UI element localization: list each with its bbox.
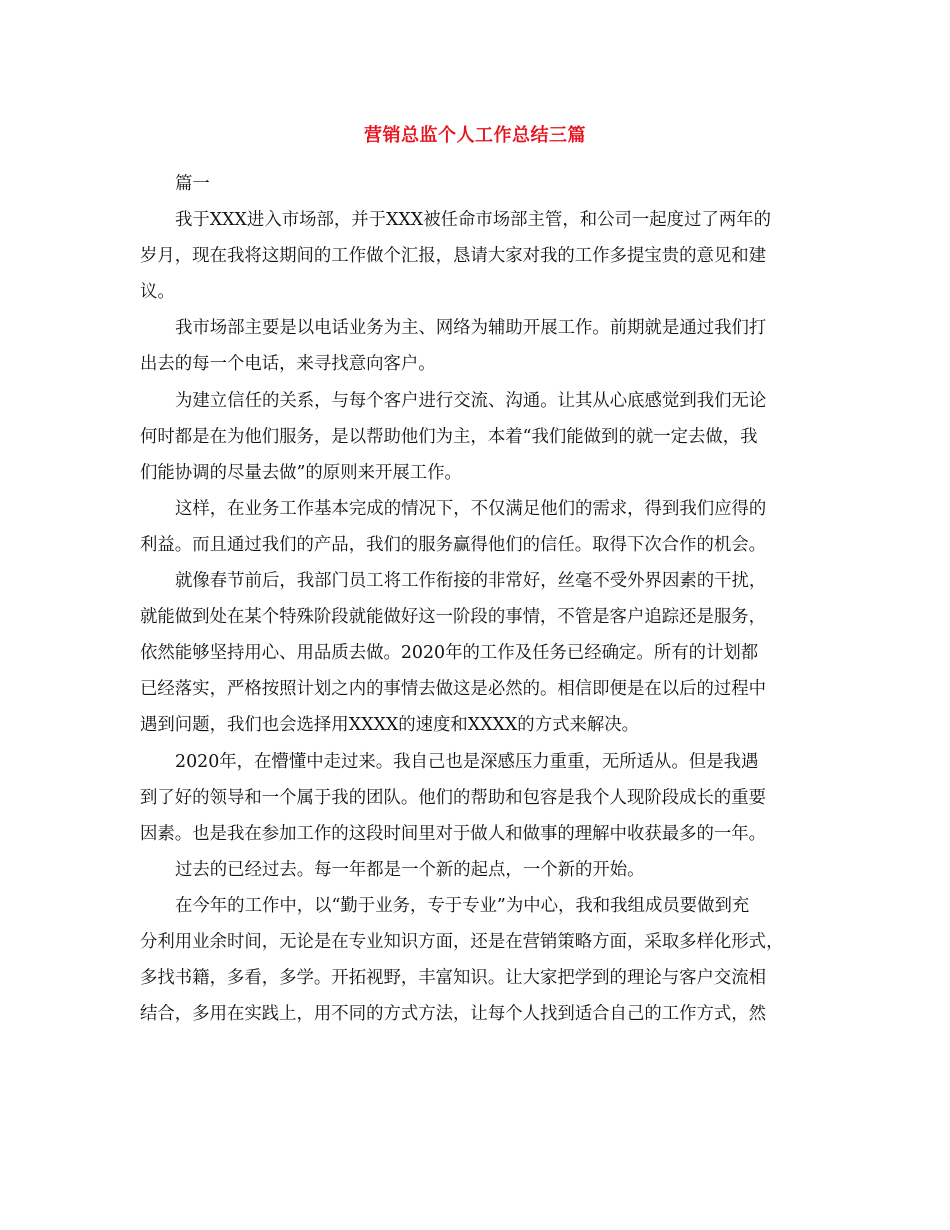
- document-body: [140, 166, 824, 1032]
- paragraph: 2020年，在懵懂中走过来。我自己也是深感压力重重，无所适从。但是我遇 到了好的领导和一个属于我的团队。他们的帮助和包容是我个人现阶段成长的重要 因素。也是我在参加工作的这段时间里对于做人和做事的理解中收获最多的一年。: [140, 751, 767, 844]
- paragraph: 为建立信任的关系，与每个客户进行交流、沟通。让其从心底感觉到我们无论 何时都是在为他们服务，是以帮助他们为主，本着“我们能做到的就一定去做，我 们能协调的尽量去做”的原则来开展工作。: [140, 390, 767, 483]
- paragraph: 在今年的工作中，以“勤于业务，专于专业”为中心，我和我组成员要做到充 分利用业余时间，无论是在专业知识方面，还是在营销策略方面，采取多样化形式， 多找书籍，多看，多学。开拓视野，丰富知识。让大家把学到的理论与客户交流相 结合，多用在实践上，用不同的方式方法，让每个人找到适合自己的工作方式，然: [140, 895, 784, 1025]
- paragraph: 这样，在业务工作基本完成的情况下，不仅满足他们的需求，得到我们应得的 利益。而且通过我们的产品，我们的服务赢得他们的信任。取得下次合作的机会。: [140, 498, 767, 555]
- paragraph: 就像春节前后，我部门员工将工作衔接的非常好，丝毫不受外界因素的干扰， 就能做到处在某个特殊阶段就能做好这一阶段的事情，不管是客户追踪还是服务， 依然能够坚持用心、用品质去做。2020年的工作及任务已经确定。所有的计划都 已经落实，严格按照计划之内的事情去做这是必然的。相信即便是在以后的过程中 遇到问题，我们也会选择用XXXX的速度和XXXX的方式来解决。: [140, 571, 767, 736]
- paragraph: 我市场部主要是以电话业务为主、网络为辅助开展工作。前期就是通过我们打 出去的每一个电话，来寻找意向客户。: [140, 318, 767, 375]
- section-heading: 篇一: [175, 174, 210, 194]
- document-title: 营销总监个人工作总结三篇: [364, 125, 586, 146]
- paragraph: 过去的已经过去。每一年都是一个新的起点，一个新的开始。: [175, 859, 645, 880]
- paragraph: 我于XXX进入市场部，并于XXX被任命市场部主管，和公司一起度过了两年的 岁月，现在我将这期间的工作做个汇报，恳请大家对我的工作多提宝贵的意见和建 议。: [140, 210, 772, 303]
